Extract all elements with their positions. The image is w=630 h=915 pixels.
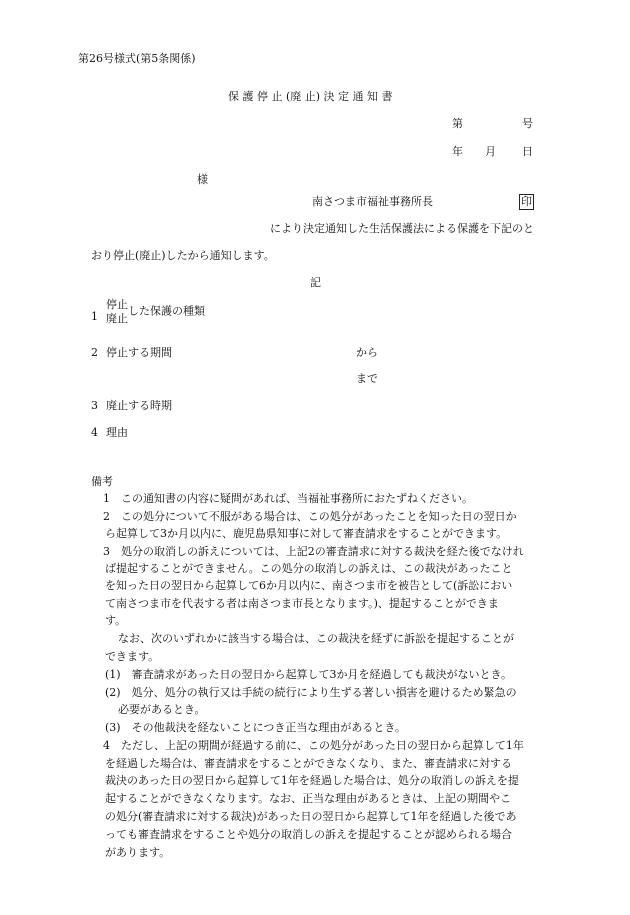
seal-mark: 印 bbox=[519, 194, 534, 210]
item-2-label: 停止する期間 bbox=[106, 346, 172, 359]
item-1 bbox=[106, 298, 205, 326]
note-3-line: を知った日の翌日から起算して6か月以内に、南さつま市を被告として(訴訟におい bbox=[105, 579, 513, 592]
stack-top: 停止 bbox=[106, 298, 128, 311]
note-4-line: の処分(審査請求に対する裁決)があった日の翌日から起算して1年を経過した後であ bbox=[105, 810, 517, 823]
notes-heading: 備考 bbox=[91, 475, 113, 488]
intro-line-1: により決定通知した生活保護法による保護を下記のと bbox=[270, 222, 534, 235]
date-year: 年 bbox=[452, 145, 463, 158]
issuer-name: 南さつま市福祉事務所長 bbox=[312, 195, 433, 208]
sub-item-2-line: 必要があるとき。 bbox=[118, 703, 206, 716]
intro-line-2: おり停止(廃止)したから通知します。 bbox=[91, 249, 275, 262]
sub-item-2-line: (2) 処分、処分の執行又は手続の続行により生ずる著しい損害を避けるため緊急の bbox=[105, 686, 517, 699]
doc-number-prefix: 第 bbox=[452, 117, 463, 130]
document-title: 保 護 停 止 (廃 止) 決 定 通 知 書 bbox=[228, 90, 393, 103]
note-2-line: 2 この処分について不服がある場合は、この処分があったことを知った日の翌日か bbox=[103, 510, 517, 523]
stack-bottom: 廃止 bbox=[106, 311, 128, 325]
item-3-label: 廃止する時期 bbox=[106, 399, 172, 412]
period-to: まで bbox=[356, 372, 378, 385]
note-3b-line: できます。 bbox=[105, 650, 160, 663]
item-3-number: 3 bbox=[91, 399, 98, 412]
date-month: 月 bbox=[485, 145, 496, 158]
note-4-line: があります。 bbox=[105, 846, 171, 859]
doc-number-suffix: 号 bbox=[522, 117, 533, 130]
item-1-number: 1 bbox=[91, 310, 98, 323]
note-3-line: ば提起することができません。この処分の取消しの訴えは、この裁決があったこと bbox=[105, 562, 513, 575]
note-3-line: 3 処分の取消しの訴えについては、上記2の審査請求に対する裁決を経た後でなけれ bbox=[103, 545, 524, 558]
note-4-line: 起することができなくなります。なお、正当な理由があるときは、上記の期間やこ bbox=[105, 792, 512, 805]
note-3-line: す。 bbox=[105, 614, 127, 627]
note-2-line: ら起算して3か月以内に、鹿児島県知事に対して審査請求をすることができます。 bbox=[105, 527, 508, 540]
item-2-number: 2 bbox=[91, 346, 98, 359]
period-from: から bbox=[356, 346, 378, 359]
stop-abolish-stack bbox=[106, 298, 128, 326]
date-day: 日 bbox=[522, 145, 533, 158]
sub-item-3: (3) その他裁決を経ないことにつき正当な理由があるとき。 bbox=[105, 721, 406, 734]
note-3b-line: なお、次のいずれかに該当する場合は、この裁決を経ずに訴訟を提起することが bbox=[118, 632, 514, 645]
note-4-line: を経過した場合は、審査請求をすることができなくなり、また、審査請求に対する bbox=[105, 757, 512, 770]
note-4-line: 4 ただし、上記の期間が経過する前に、この処分があった日の翌日から起算して1年 bbox=[103, 739, 524, 752]
item-1-label: した保護の種類 bbox=[128, 304, 205, 318]
note-4-line: っても審査請求をすることや処分の取消しの訴えを提起することが認められる場合 bbox=[105, 828, 512, 841]
form-number: 第26号様式(第5条関係) bbox=[78, 52, 196, 65]
sub-item-1: (1) 審査請求があった日の翌日から起算して3か月を経過しても裁決がないとき。 bbox=[105, 668, 513, 681]
ki-heading: 記 bbox=[310, 276, 321, 289]
note-4-line: 裁決のあった日の翌日から起算して1年を経過した場合は、処分の取消しの訴えを提 bbox=[105, 774, 519, 787]
addressee-suffix: 様 bbox=[197, 173, 208, 186]
note-1: 1 この通知書の内容に疑問があれば、当福祉事務所におたずねください。 bbox=[103, 492, 473, 505]
note-3-line: て南さつま市を代表する者は南さつま市長となります。)、提起することができま bbox=[105, 597, 499, 610]
item-4-number: 4 bbox=[91, 426, 98, 439]
item-4-label: 理由 bbox=[106, 426, 128, 439]
